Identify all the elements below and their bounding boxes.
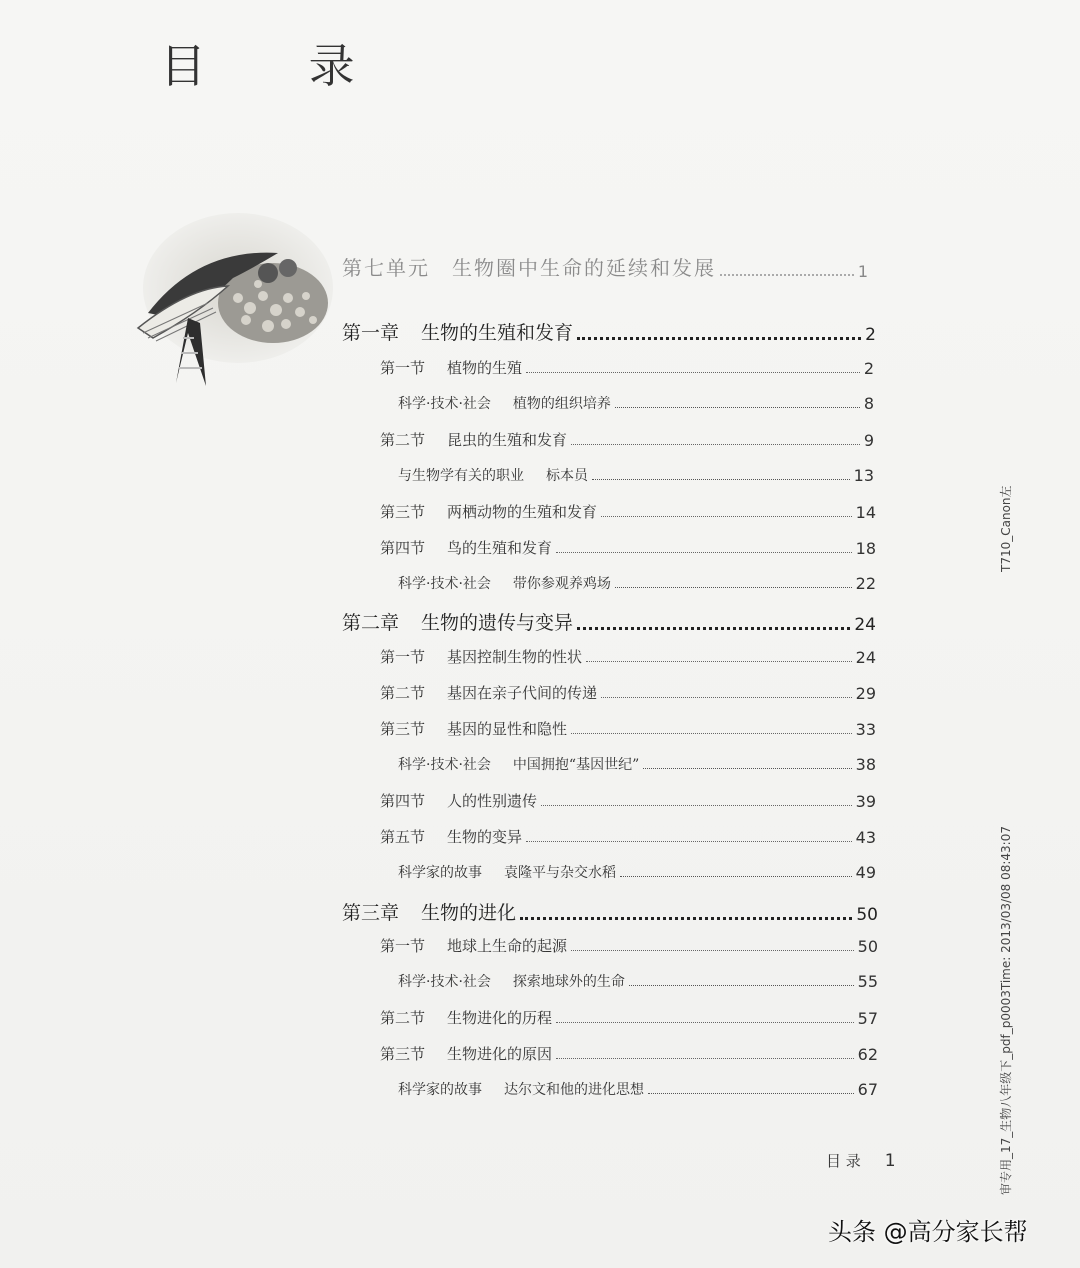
toc-section-row — [380, 790, 876, 811]
entry-title: 探索地球外的生命 — [512, 974, 625, 990]
entry-title: 生物的生殖和发育 — [421, 322, 574, 344]
entry-title: 生物的遗传与变异 — [421, 612, 574, 634]
toc-entry-text — [398, 393, 611, 413]
page-number: 39 — [855, 792, 876, 811]
toc-section-row — [380, 429, 874, 450]
toc-extra-row — [398, 1079, 878, 1099]
entry-label: 第一节 — [380, 359, 426, 377]
dot-leader — [526, 841, 852, 842]
page-number: 22 — [855, 574, 876, 593]
entry-label: 第一节 — [380, 648, 426, 666]
toc-entry-text — [342, 608, 573, 635]
entry-title: 地球上生命的起源 — [447, 937, 568, 955]
toc-chapter-row — [342, 318, 876, 345]
entry-label: 第三节 — [380, 503, 426, 521]
entry-title: 基因在亲子代间的传递 — [447, 684, 598, 702]
toc-section-row — [380, 718, 876, 739]
entry-title: 鸟的生殖和发育 — [447, 539, 553, 557]
toc-extra-row — [398, 754, 876, 774]
entry-label: 科学·技术·社会 — [398, 757, 491, 773]
entry-title: 两栖动物的生殖和发育 — [447, 503, 598, 521]
toc-extra-row — [398, 573, 876, 593]
entry-title: 基因的显性和隐性 — [447, 720, 568, 738]
entry-title: 人的性别遗传 — [447, 792, 538, 810]
page-number: 24 — [854, 615, 876, 635]
toc-entry-text — [380, 1007, 552, 1028]
toc-entry-text — [380, 718, 567, 739]
entry-title: 达尔文和他的进化思想 — [504, 1082, 644, 1098]
toc-entry-text — [342, 898, 516, 925]
entry-title: 生物进化的历程 — [447, 1009, 553, 1027]
dot-leader — [571, 444, 860, 445]
entry-label: 第三节 — [380, 1045, 426, 1063]
page-number: 18 — [855, 539, 876, 558]
entry-label: 科学家的故事 — [398, 1082, 482, 1098]
toc-section-row — [380, 357, 874, 378]
dot-leader — [720, 274, 854, 276]
entry-title: 生物的变异 — [447, 828, 523, 846]
toc-section-row — [380, 682, 876, 703]
entry-title: 袁隆平与杂交水稻 — [504, 865, 616, 881]
page-number: 1 — [857, 262, 870, 281]
entry-title: 生物的进化 — [421, 902, 517, 924]
page-number: 43 — [855, 828, 876, 847]
toc-section-row — [380, 1007, 878, 1028]
dot-leader — [571, 733, 852, 734]
dot-leader — [577, 627, 850, 630]
footer-label: 目 录 — [826, 1152, 861, 1170]
entry-title: 基因控制生物的性状 — [447, 648, 583, 666]
dot-leader — [643, 768, 851, 769]
page-number: 24 — [855, 648, 876, 667]
scan-timestamp-side-text: 审专用_17_生物八年级下_pdf_p0003Time: 2013/03/08 08:43:07 — [999, 826, 1013, 1195]
dot-leader — [541, 805, 852, 806]
dot-leader — [556, 1058, 854, 1059]
entry-title: 带你参观养鸡场 — [512, 576, 611, 592]
page-number: 29 — [855, 684, 876, 703]
entry-label: 第二章 — [342, 612, 400, 634]
toc-entry-text — [380, 501, 597, 522]
page-number: 49 — [855, 863, 876, 882]
page-number: 9 — [863, 431, 874, 450]
entry-label: 科学·技术·社会 — [398, 396, 491, 412]
page-number: 38 — [855, 755, 876, 774]
dot-leader — [601, 697, 852, 698]
toc-extra-row — [398, 862, 876, 882]
dot-leader — [556, 1022, 854, 1023]
entry-title: 植物的生殖 — [447, 359, 523, 377]
dot-leader — [586, 661, 852, 662]
toc-entry-text — [398, 971, 625, 991]
entry-label: 科学·技术·社会 — [398, 974, 491, 990]
page-number: 8 — [863, 394, 874, 413]
toc-section-row — [380, 826, 876, 847]
entry-title: 生物进化的原因 — [447, 1045, 553, 1063]
toc-section-row — [380, 537, 876, 558]
toc-unit-row — [342, 252, 870, 281]
page-number: 50 — [857, 937, 878, 956]
toc-chapter-row — [342, 898, 878, 925]
entry-label: 第一章 — [342, 322, 400, 344]
toc-section-row — [380, 935, 878, 956]
page-number: 2 — [863, 359, 874, 378]
page-number: 55 — [857, 972, 878, 991]
entry-label: 第一节 — [380, 937, 426, 955]
dot-leader — [520, 917, 852, 920]
entry-label: 第二节 — [380, 684, 426, 702]
page-number: 57 — [857, 1009, 878, 1028]
page-number: 33 — [855, 720, 876, 739]
dot-leader — [615, 407, 860, 408]
entry-label: 第五节 — [380, 828, 426, 846]
toc-extra-row — [398, 465, 874, 485]
dot-leader — [648, 1093, 854, 1094]
toc-entry-text — [380, 935, 567, 956]
page-number: 2 — [865, 325, 876, 345]
toc-entry-text — [380, 537, 552, 558]
toc-entry-text — [380, 1043, 552, 1064]
dot-leader — [601, 516, 852, 517]
entry-label: 与生物学有关的职业 — [398, 468, 524, 484]
page-number: 50 — [856, 905, 878, 925]
dot-leader — [571, 950, 854, 951]
toc-entry-text — [398, 465, 588, 485]
entry-label: 第三节 — [380, 720, 426, 738]
page-number: 13 — [853, 466, 874, 485]
toc-entry-text — [380, 826, 522, 847]
toc-chapter-row — [342, 608, 876, 635]
toc-entry-text — [398, 573, 611, 593]
toc-entry-text — [380, 357, 522, 378]
entry-title: 标本员 — [546, 468, 588, 484]
entry-label: 第四节 — [380, 792, 426, 810]
page-number: 67 — [857, 1080, 878, 1099]
toc-entry-text — [398, 862, 616, 882]
entry-label: 第二节 — [380, 1009, 426, 1027]
toc-extra-row — [398, 971, 878, 991]
toc-section-row — [380, 501, 876, 522]
page-title: 目 录 — [160, 39, 399, 93]
dot-leader — [615, 587, 852, 588]
toc-section-row — [380, 646, 876, 667]
entry-label: 第二节 — [380, 431, 426, 449]
toc-entry-text — [342, 318, 573, 345]
page-number: 62 — [857, 1045, 878, 1064]
watermark: 头条 @高分家长帮 — [828, 1218, 1028, 1246]
dot-leader — [526, 372, 860, 373]
dot-leader — [629, 985, 854, 986]
entry-title: 中国拥抱“基因世纪” — [512, 757, 640, 773]
toc-entry-text — [380, 646, 582, 667]
dot-leader — [620, 876, 852, 877]
page-footer — [826, 1150, 896, 1171]
unit-label: 第七单元 生物圈中生命的延续和发展 — [342, 256, 716, 280]
toc-entry-text — [398, 754, 639, 774]
entry-label: 第四节 — [380, 539, 426, 557]
dot-leader — [577, 337, 861, 340]
footer-page-number: 1 — [884, 1151, 896, 1171]
toc-entry-text — [380, 790, 537, 811]
dot-leader — [556, 552, 852, 553]
toc-entry-text — [380, 682, 597, 703]
entry-title: 昆虫的生殖和发育 — [447, 431, 568, 449]
dot-leader — [592, 479, 850, 480]
entry-title: 植物的组织培养 — [512, 396, 611, 412]
toc-extra-row — [398, 393, 874, 413]
entry-label: 第三章 — [342, 902, 400, 924]
entry-label: 科学家的故事 — [398, 865, 482, 881]
toc-entry-text — [398, 1079, 644, 1099]
scanner-side-text: T710_Canon左 — [999, 485, 1013, 572]
toc-section-row — [380, 1043, 878, 1064]
entry-label: 科学·技术·社会 — [398, 576, 491, 592]
page-number: 14 — [855, 503, 876, 522]
swallow-nest-illustration — [128, 208, 333, 393]
toc-entry-text — [380, 429, 567, 450]
